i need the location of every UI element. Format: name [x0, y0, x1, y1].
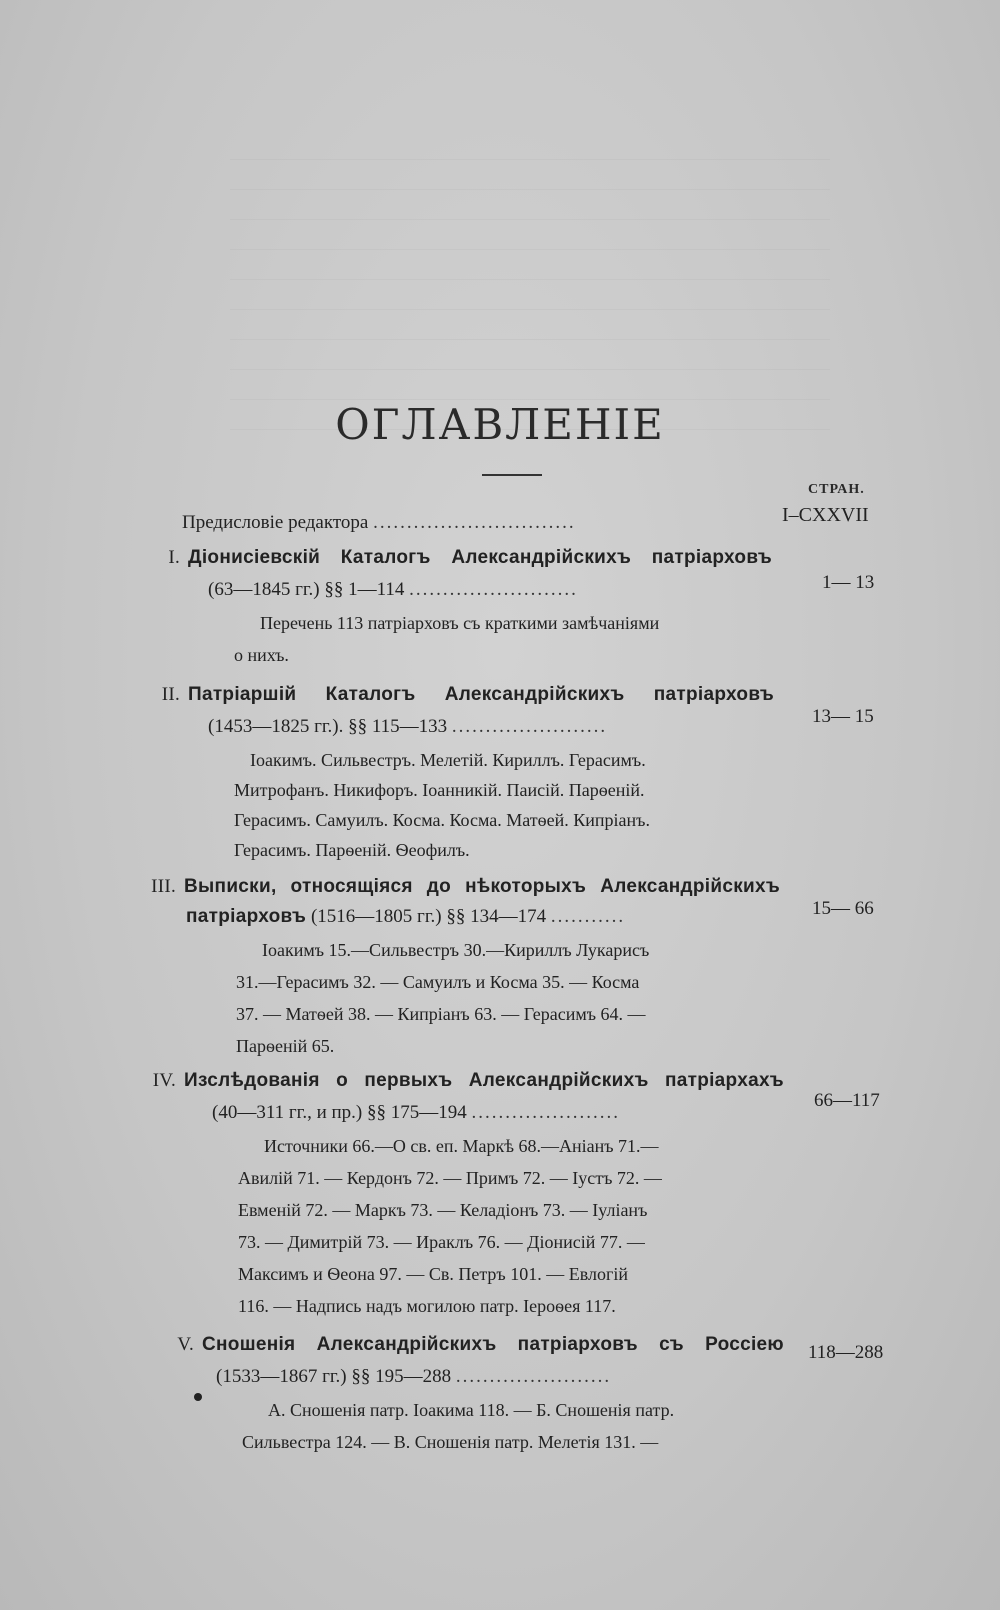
leader-dots: ..............................	[373, 512, 576, 533]
entry-description-line: Сильвестра 124. — В. Сношенія патр. Мелетія 131. —	[242, 1432, 659, 1452]
heading-word: до	[426, 876, 452, 897]
entry-range-line	[208, 579, 578, 601]
preface-line	[182, 512, 576, 534]
entry-range-line	[216, 1366, 611, 1388]
entry-description-line: Герасимъ. Самуилъ. Косма. Косма. Матѳей. Кипріанъ.	[234, 810, 650, 830]
entry-description-line: о нихъ.	[234, 645, 289, 665]
heading-word: первыхъ	[364, 1070, 453, 1091]
entry-heading	[144, 684, 774, 706]
entry-range-line	[208, 716, 607, 738]
heading-word: Россіею	[705, 1334, 784, 1355]
entry-range-line	[212, 1102, 620, 1124]
leader-dots: .........................	[409, 579, 578, 600]
entry-pages: 1— 13	[822, 572, 875, 593]
entry-description-line: Парѳеній 65.	[236, 1036, 335, 1056]
entry-heading	[158, 1334, 784, 1356]
entry-description-line: 73. — Димитрій 73. — Ираклъ 76. — Діонисій 77. —	[238, 1232, 645, 1252]
heading-word: Александрійскихъ	[316, 1334, 497, 1355]
entry-range: (1453—1825 гг.). §§ 115—133	[208, 716, 448, 737]
entry-range: (1533—1867 гг.) §§ 195—288	[216, 1366, 452, 1387]
entry-description-line: Герасимъ. Парѳеній. Ѳеофилъ.	[234, 840, 470, 860]
entry-heading	[140, 1070, 784, 1092]
entry-range-line	[186, 906, 625, 928]
entry-pages: 13— 15	[812, 706, 874, 727]
entry-pages: 15— 66	[812, 898, 874, 919]
leader-dots: .......................	[451, 716, 608, 737]
entry-range: (1516—1805 гг.) §§ 134—174	[306, 906, 547, 927]
heading-word: патріарховъ	[653, 684, 774, 705]
pages-column-header: СТРАН.	[808, 482, 865, 497]
heading-word: патріархахъ	[664, 1070, 784, 1091]
heading-word: о	[336, 1070, 348, 1091]
heading-word: съ	[659, 1334, 684, 1355]
entry-heading	[140, 876, 780, 898]
entry-heading	[144, 547, 772, 569]
heading-word: Патріаршій	[188, 684, 297, 705]
entry-range: (63—1845 гг.) §§ 1—114	[208, 579, 405, 600]
entry-description-line: 116. — Надпись надъ могилою патр. Іероѳея 117.	[238, 1296, 616, 1316]
preface-pages: I–CXXVII	[782, 504, 869, 526]
heading-word: Изслѣдованія	[184, 1070, 320, 1091]
entry-numeral: IV.	[152, 1070, 176, 1091]
ink-blot	[194, 1393, 202, 1401]
entry-numeral: I.	[168, 547, 180, 568]
entry-description-line: Источники 66.—О св. еп. Маркѣ 68.—Аніанъ 71.—	[264, 1136, 659, 1156]
heading-word: патріарховъ	[517, 1334, 638, 1355]
entry-range: (40—311 гг., и пр.) §§ 175—194	[212, 1102, 467, 1123]
entry-description-line: Іоакимъ 15.—Сильвестръ 30.—Кириллъ Лукарисъ	[262, 940, 650, 960]
entry-numeral: III.	[151, 876, 176, 897]
entry-description-line: Максимъ и Ѳеона 97. — Св. Петръ 101. — Евлогій	[238, 1264, 628, 1284]
entry-pages: 118—288	[808, 1342, 884, 1363]
entry-numeral: II.	[161, 684, 180, 705]
heading-word: Сношенія	[202, 1334, 296, 1355]
heading-word: нѣкоторыхъ	[465, 876, 587, 897]
heading-word: Александрійскихъ	[444, 684, 625, 705]
heading-word: Александрійскихъ	[600, 876, 780, 897]
leader-dots: ......................	[471, 1102, 620, 1123]
entry-heading-continuation: патріарховъ	[186, 906, 307, 927]
entry-pages: 66—117	[814, 1090, 880, 1111]
heading-word: Александрійскихъ	[468, 1070, 649, 1091]
heading-word: Каталогъ	[340, 547, 431, 568]
entry-description-line: Митрофанъ. Никифоръ. Іоанникій. Паисій. Парѳеній.	[234, 780, 645, 800]
heading-word: Выписки,	[184, 876, 277, 897]
heading-word: Каталогъ	[325, 684, 416, 705]
entry-numeral: V.	[177, 1334, 194, 1355]
heading-word: Александрійскихъ	[451, 547, 632, 568]
entry-description-line: 37. — Матѳей 38. — Кипріанъ 63. — Герасимъ 64. —	[236, 1004, 646, 1024]
title-rule	[482, 474, 542, 476]
page-title: ОГЛАВЛЕНІЕ	[335, 400, 665, 449]
entry-description-line: Евменій 72. — Маркъ 73. — Келадіонъ 73. — Іуліанъ	[238, 1200, 648, 1220]
leader-dots: .......................	[455, 1366, 612, 1387]
heading-word: Діонисіевскій	[188, 547, 321, 568]
preface-label: Предисловіе редактора	[182, 512, 369, 533]
entry-description-line: Іоакимъ. Сильвестръ. Мелетій. Кириллъ. Герасимъ.	[250, 750, 646, 770]
entry-description-line: 31.—Герасимъ 32. — Самуилъ и Косма 35. — Косма	[236, 972, 640, 992]
heading-word: относящіяся	[290, 876, 413, 897]
entry-description-line: А. Сношенія патр. Іоакима 118. — Б. Сношенія патр.	[268, 1400, 675, 1420]
entry-description-line: Перечень 113 патріарховъ съ краткими замѣчаніями	[260, 613, 660, 633]
bleed-through-texture	[230, 130, 830, 430]
entry-description-line: Авилій 71. — Кердонъ 72. — Примъ 72. — Іустъ 72. —	[238, 1168, 662, 1188]
leader-dots: ...........	[550, 906, 626, 927]
heading-word: патріарховъ	[651, 547, 772, 568]
